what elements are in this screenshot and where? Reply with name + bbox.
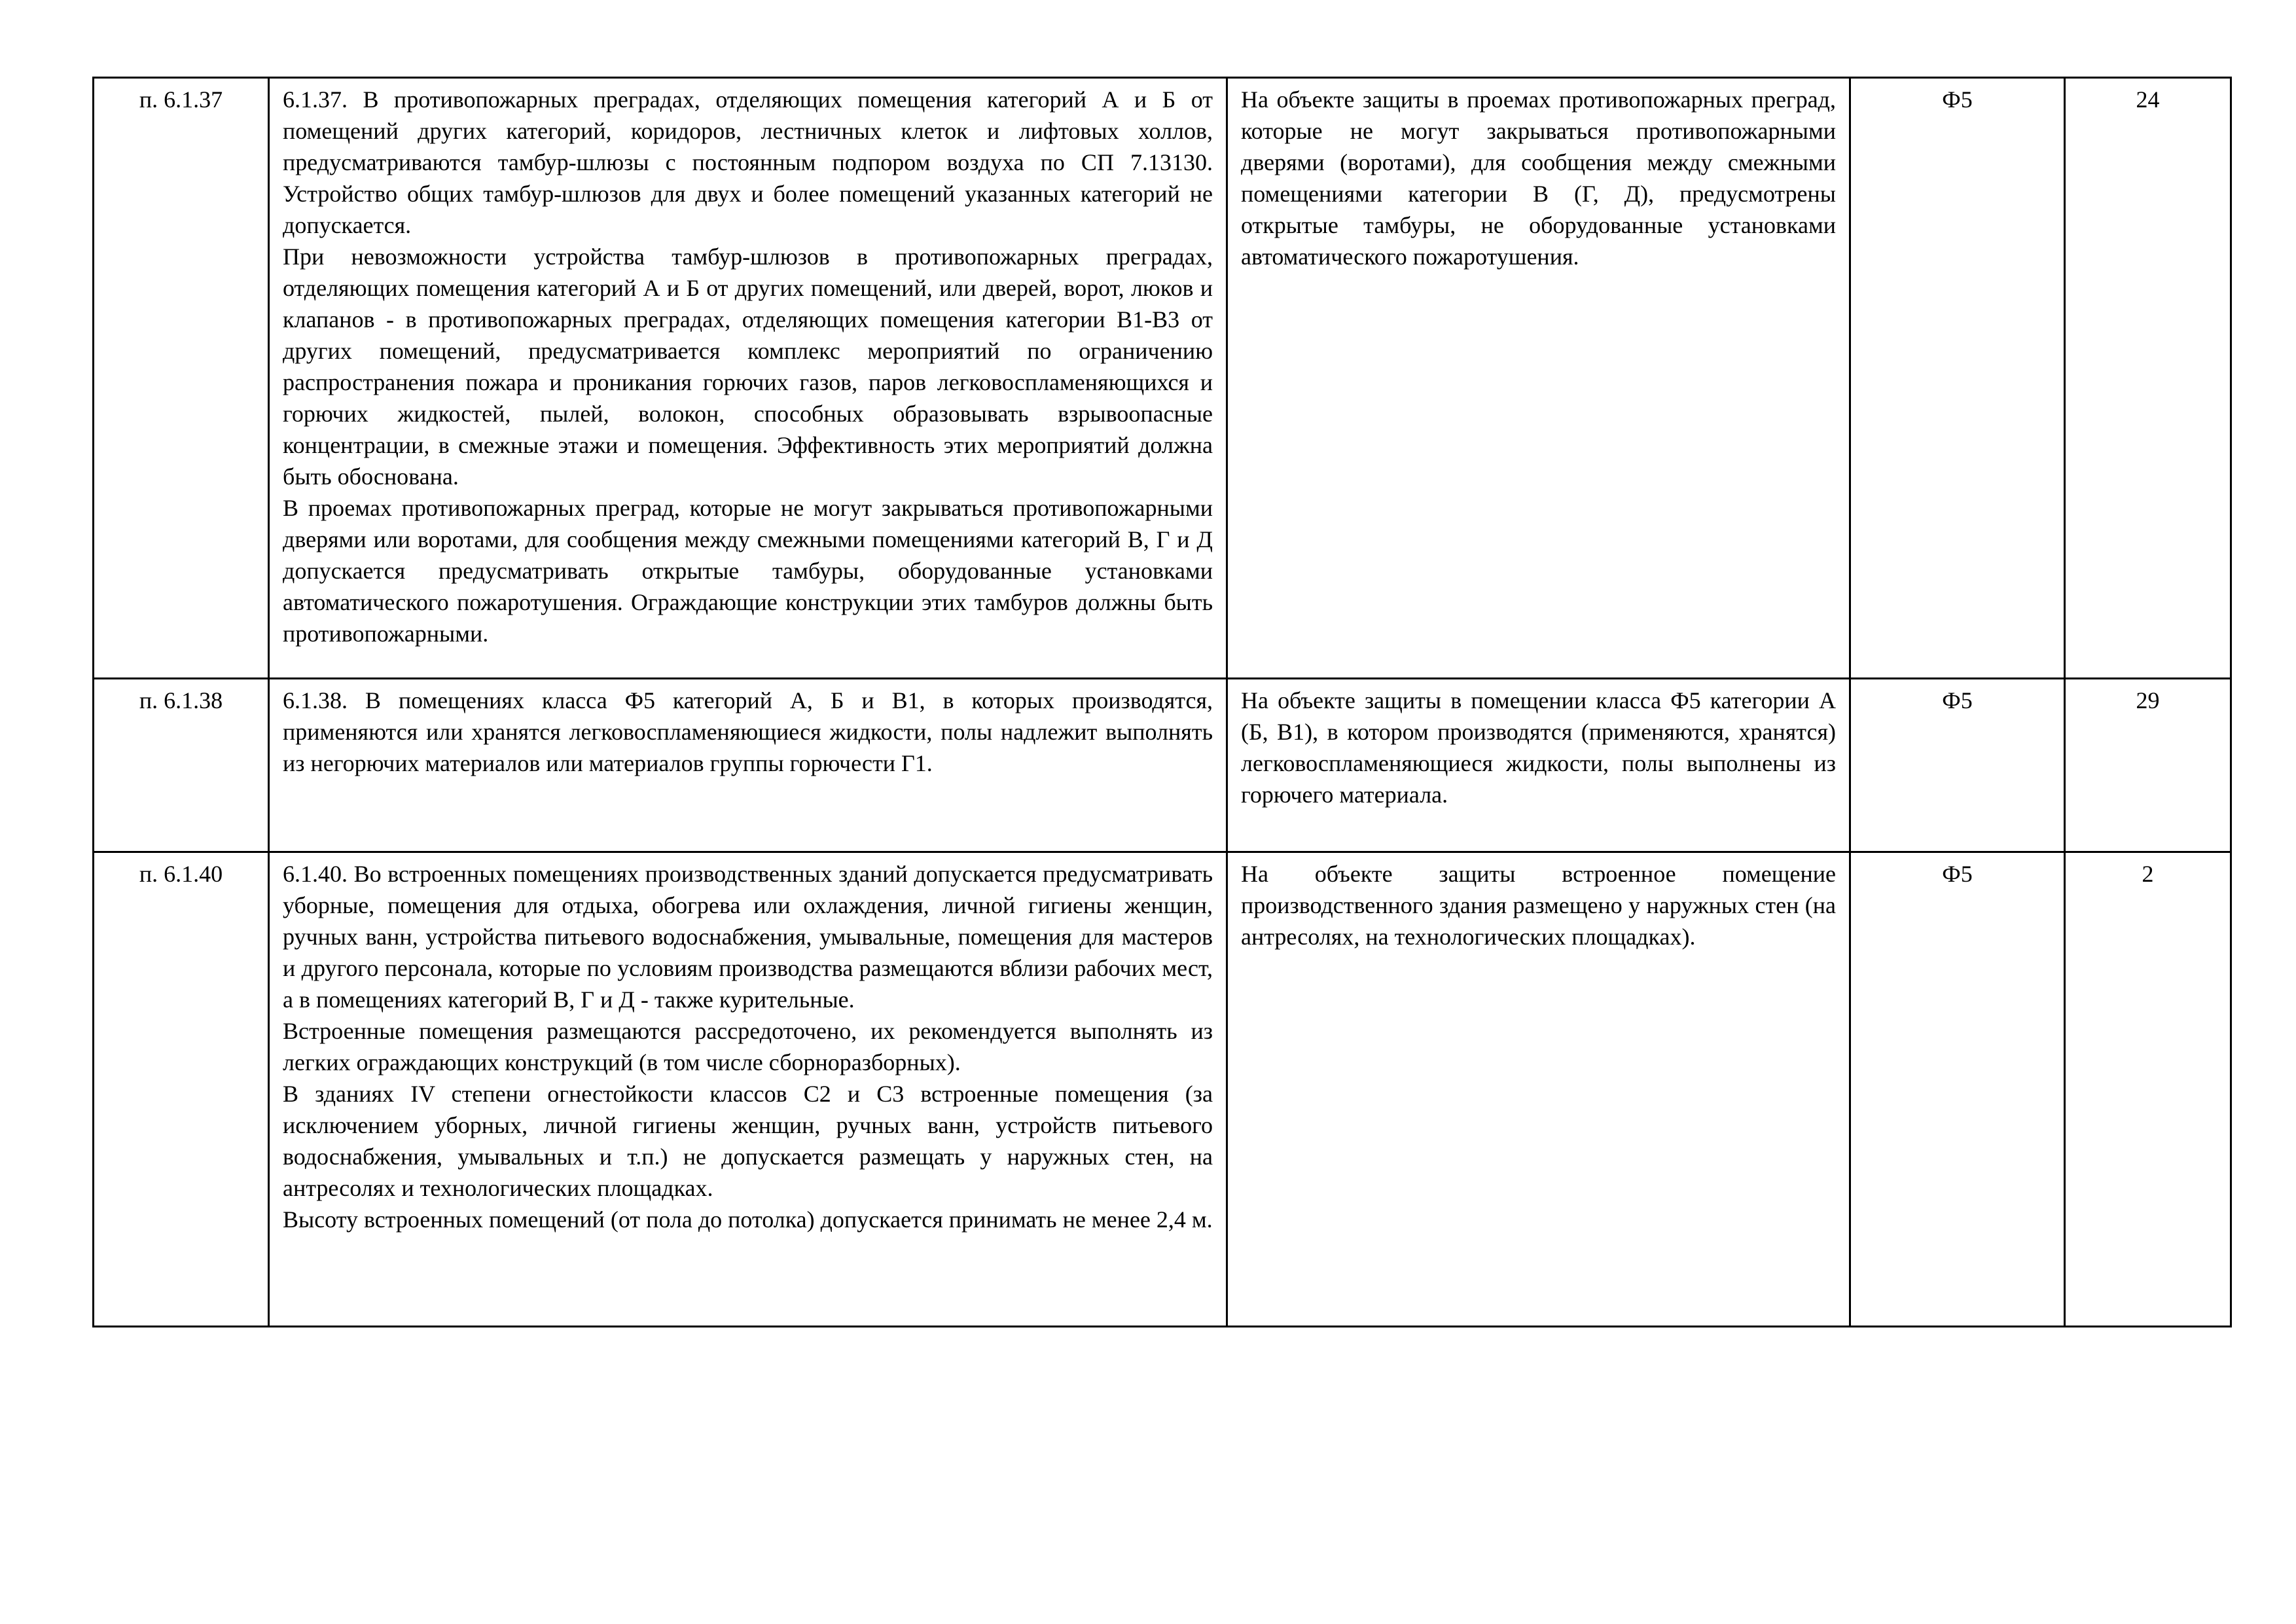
requirement-paragraph: 6.1.37. В противопожарных преградах, отделяющих помещения категорий А и Б от помещений других категорий, коридоров, лестничных клеток и лифтовых холлов, предусматриваются тамбур-шлюзы с постоянным подпором воздуха по СП 7.13130. Устройство общих тамбур-шлюзов для двух и более помещений указанных категорий не допускается. [283, 86, 1213, 238]
table-row [94, 78, 2231, 679]
requirement-paragraph: Встроенные помещения размещаются рассредоточено, их рекомендуется выполнять из легких ограждающих конструкций (в том числе сборноразборных). [283, 1018, 1213, 1075]
requirements-table [92, 77, 2232, 1327]
class-cell: Ф5 [1850, 679, 2065, 852]
class-cell: Ф5 [1850, 852, 2065, 1327]
violation-text-cell: На объекте защиты в проемах противопожарных преград, которые не могут закрываться противопожарными дверями (воротами), для сообщения между смежными помещениями категории В (Г, Д), предусмотрены открытые тамбуры, не оборудованные установками автоматического пожаротушения. [1227, 78, 1850, 679]
requirement-paragraph: Высоту встроенных помещений (от пола до потолка) допускается принимать не менее 2,4 м. [283, 1206, 1213, 1233]
requirement-text-cell [269, 78, 1227, 679]
requirement-paragraph: В зданиях IV степени огнестойкости классов С2 и С3 встроенные помещения (за исключением уборных, личной гигиены женщин, ручных ванн, устройств питьевого водоснабжения, умывальных и т.п.) не допускается размещать у наружных стен, на антресолях и технологических площадках. [283, 1081, 1213, 1201]
requirement-paragraph: В проемах противопожарных преград, которые не могут закрываться противопожарными дверями или воротами, для сообщения между смежными помещениями категорий В, Г и Д допускается предусматривать открытые тамбуры, оборудованные установками автоматического пожаротушения. Ограждающие конструкции этих тамбуров должны быть противопожарными. [283, 495, 1213, 647]
requirement-paragraph: 6.1.38. В помещениях класса Ф5 категорий А, Б и В1, в которых производятся, применяются или хранятся легковоспламеняющиеся жидкости, полы надлежит выполнять из негорючих материалов или материалов группы горючести Г1. [283, 687, 1213, 776]
table-row [94, 852, 2231, 1327]
violation-text-cell: На объекте защиты в помещении класса Ф5 категории А (Б, В1), в котором производятся (применяются, хранятся) легковоспламеняющиеся жидкости, полы выполнены из горючего материала. [1227, 679, 1850, 852]
requirement-text-cell [269, 679, 1227, 852]
class-cell: Ф5 [1850, 78, 2065, 679]
requirement-paragraph: При невозможности устройства тамбур-шлюзов в противопожарных преградах, отделяющих помещения категорий А и Б от других помещений, или дверей, ворот, люков и клапанов - в противопожарных преградах, отделяющих помещения категории В1-В3 от других помещений, предусматривается комплекс мероприятий по ограничению распространения пожара и проникания горючих газов, паров легковоспламеняющихся и горючих жидкостей, пылей, волокон, способных образовывать взрывоопасные концентрации, в смежные этажи и помещения. Эффективность этих мероприятий должна быть обоснована. [283, 244, 1213, 490]
clause-ref-cell: п. 6.1.40 [94, 852, 269, 1327]
number-cell: 24 [2065, 78, 2231, 679]
violation-text-cell: На объекте защиты встроенное помещение производственного здания размещено у наружных стен (на антресолях, на технологических площадках). [1227, 852, 1850, 1327]
requirement-text-cell [269, 852, 1227, 1327]
requirement-paragraph: 6.1.40. Во встроенных помещениях производственных зданий допускается предусматривать уборные, помещения для отдыха, обогрева или охлаждения, личной гигиены женщин, ручных ванн, устройства питьевого водоснабжения, умывальные, помещения для мастеров и другого персонала, которые по условиям производства размещаются вблизи рабочих мест, а в помещениях категорий В, Г и Д - также курительные. [283, 861, 1213, 1013]
number-cell: 29 [2065, 679, 2231, 852]
clause-ref-cell: п. 6.1.37 [94, 78, 269, 679]
number-cell: 2 [2065, 852, 2231, 1327]
clause-ref-cell: п. 6.1.38 [94, 679, 269, 852]
table-row [94, 679, 2231, 852]
